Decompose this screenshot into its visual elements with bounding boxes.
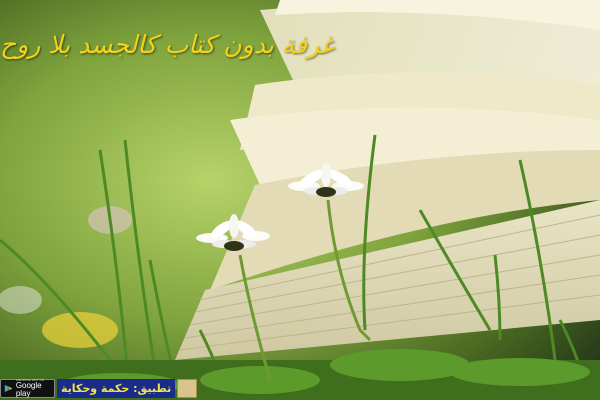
blurred-yellow-flower (42, 312, 118, 348)
badge-subtitle: ANDROID APP ON (15, 378, 45, 382)
app-promo-footer (0, 379, 197, 400)
google-play-icon (4, 383, 13, 394)
app-name-label: تطبيق: حكمة وحكاية (57, 379, 175, 398)
badge-title: Google play (15, 381, 42, 398)
google-play-badge[interactable] (0, 379, 55, 398)
arabic-quote: غرفة بدون كتاب كالجسد بلا روح (0, 30, 334, 59)
blurred-white-flower (0, 286, 42, 314)
app-logo-icon (177, 379, 197, 398)
